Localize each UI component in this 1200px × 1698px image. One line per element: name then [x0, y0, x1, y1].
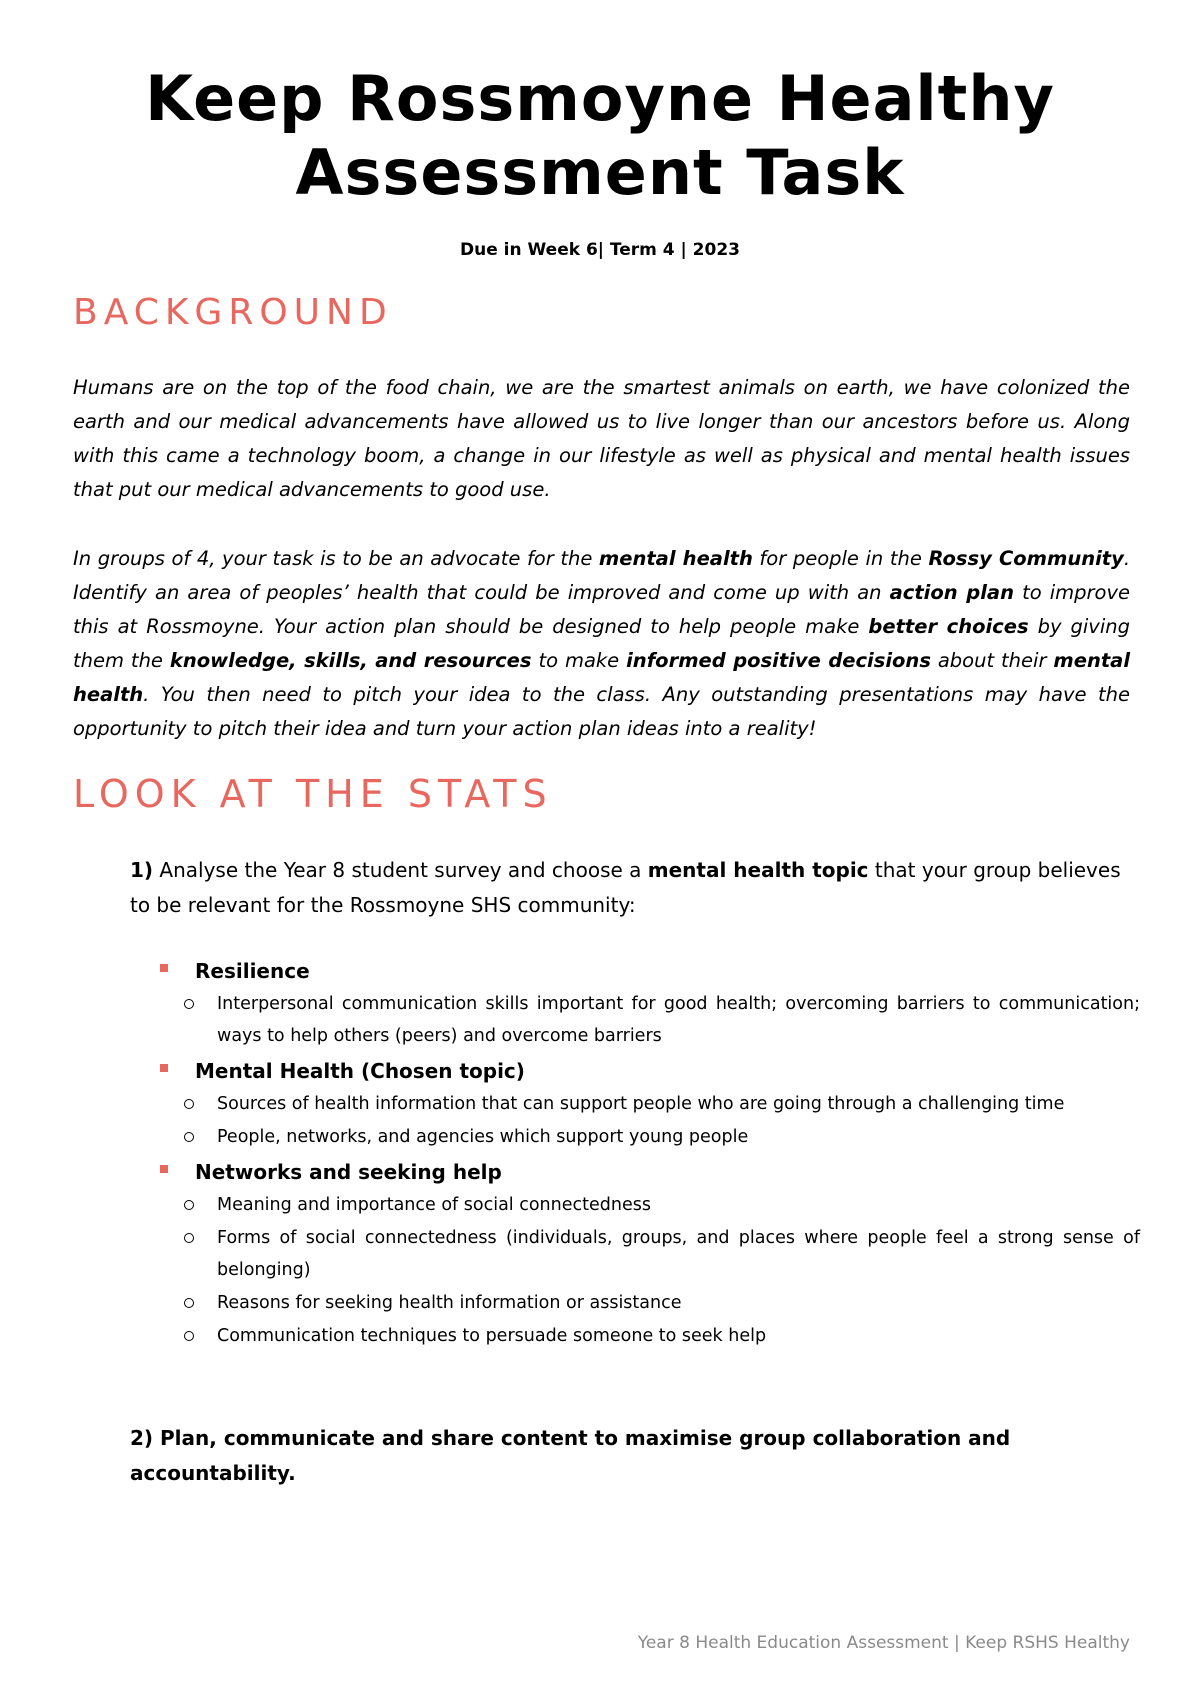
topic-label: Networks and seeking help	[195, 1159, 502, 1184]
subtopic-item	[184, 1189, 1140, 1222]
topic-list	[160, 953, 1140, 1353]
square-bullet-icon	[160, 1064, 168, 1072]
text-run: mental health	[73, 649, 1130, 706]
question-2	[130, 1421, 1140, 1491]
due-date-line: Due in Week 6| Term 4 | 2023	[460, 240, 740, 260]
topic-header	[160, 1154, 1140, 1189]
topic-header	[160, 1053, 1140, 1088]
subtopic-text: Reasons for seeking health information or assistance	[217, 1293, 682, 1313]
stats-heading: LOOK AT THE STATS	[73, 772, 553, 816]
text-run: . Identify an area of peoples’ health that could be improved and come up with an	[73, 547, 1131, 604]
text-run: Plan, communicate and share content to maximise group collaboration and accountability.	[130, 1426, 1011, 1485]
text-run: Analyse the Year 8 student survey and choose a	[153, 858, 648, 882]
subtopic-text: Meaning and importance of social connectedness	[217, 1195, 651, 1215]
circle-bullet-icon	[184, 1099, 194, 1109]
circle-bullet-icon	[184, 1200, 194, 1210]
text-run: action plan	[889, 581, 1014, 604]
text-run: for people in the	[752, 547, 929, 570]
subtopic-item	[184, 1320, 1140, 1353]
subtopic-text: People, networks, and agencies which support young people	[217, 1127, 749, 1147]
page-title	[0, 62, 1200, 210]
title-line-1: Keep Rossmoyne Healthy	[145, 62, 1055, 135]
page-footer: Year 8 Health Education Assessment | Keep RSHS Healthy	[637, 1633, 1130, 1653]
subtopic-text: Sources of health information that can support people who are going through a challenging time	[217, 1094, 1065, 1114]
text-run: informed positive decisions	[626, 649, 931, 672]
question-1	[130, 853, 1140, 923]
square-bullet-icon	[160, 964, 168, 972]
topic-header	[160, 953, 1140, 988]
text-run: mental health topic	[647, 858, 869, 882]
text-run: to improve this at Rossmoyne. Your action plan should be designed to help people make	[73, 581, 1131, 638]
background-paragraph-1: Humans are on the top of the food chain, we are the smartest animals on earth, we have colonized the earth and our medical advancements have allowed us to live longer than our ancestors before us. Along with this came a technology boom, a change in our lifestyle as well as physical and mental health issues that put our medical advancements to good use.	[73, 376, 1130, 501]
circle-bullet-icon	[184, 1233, 194, 1243]
subtopic-text: Forms of social connectedness (individuals, groups, and places where people feel a strong sense of belonging)	[217, 1228, 1140, 1280]
topic-label: Resilience	[195, 958, 310, 983]
text-run: by giving them the	[73, 615, 1130, 672]
text-run: . You then need to pitch your idea to the class. Any outstanding presentations may have the opportunity to pitch their idea and turn your action plan ideas into a reality!	[73, 683, 1130, 740]
topic-label: Mental Health (Chosen topic)	[195, 1058, 525, 1083]
text-run: In groups of 4, your task is to be an advocate for the	[73, 547, 599, 570]
subtopic-text: Communication techniques to persuade someone to seek help	[217, 1326, 767, 1346]
text-run: mental health	[598, 547, 753, 570]
subtopic-item	[184, 1222, 1140, 1287]
text-run: about their	[930, 649, 1054, 672]
background-paragraph-2	[73, 542, 1130, 746]
topic-item	[160, 1154, 1140, 1353]
topic-item	[160, 1053, 1140, 1154]
text-run: to make	[531, 649, 627, 672]
text-run: Rossy Community	[928, 547, 1124, 570]
subtopic-item	[184, 1088, 1140, 1121]
square-bullet-icon	[160, 1165, 168, 1173]
topic-item	[160, 953, 1140, 1053]
title-line-2: Assessment Task	[295, 136, 905, 209]
subtopic-item	[184, 1121, 1140, 1154]
background-heading: BACKGROUND	[73, 292, 393, 333]
text-run: that your group believes to be relevant for the Rossmoyne SHS community:	[130, 858, 1121, 917]
text-run: 1)	[130, 858, 154, 882]
subtopic-item	[184, 988, 1140, 1053]
text-run: better choices	[868, 615, 1029, 638]
subtopic-item	[184, 1287, 1140, 1320]
circle-bullet-icon	[184, 1132, 194, 1142]
circle-bullet-icon	[184, 999, 194, 1009]
circle-bullet-icon	[184, 1331, 194, 1341]
text-run: 2)	[130, 1426, 154, 1450]
subtopic-text: Interpersonal communication skills important for good health; overcoming barriers to communication; ways to help others (peers) and overcome barriers	[217, 994, 1140, 1046]
text-run: knowledge, skills, and resources	[169, 649, 532, 672]
circle-bullet-icon	[184, 1298, 194, 1308]
